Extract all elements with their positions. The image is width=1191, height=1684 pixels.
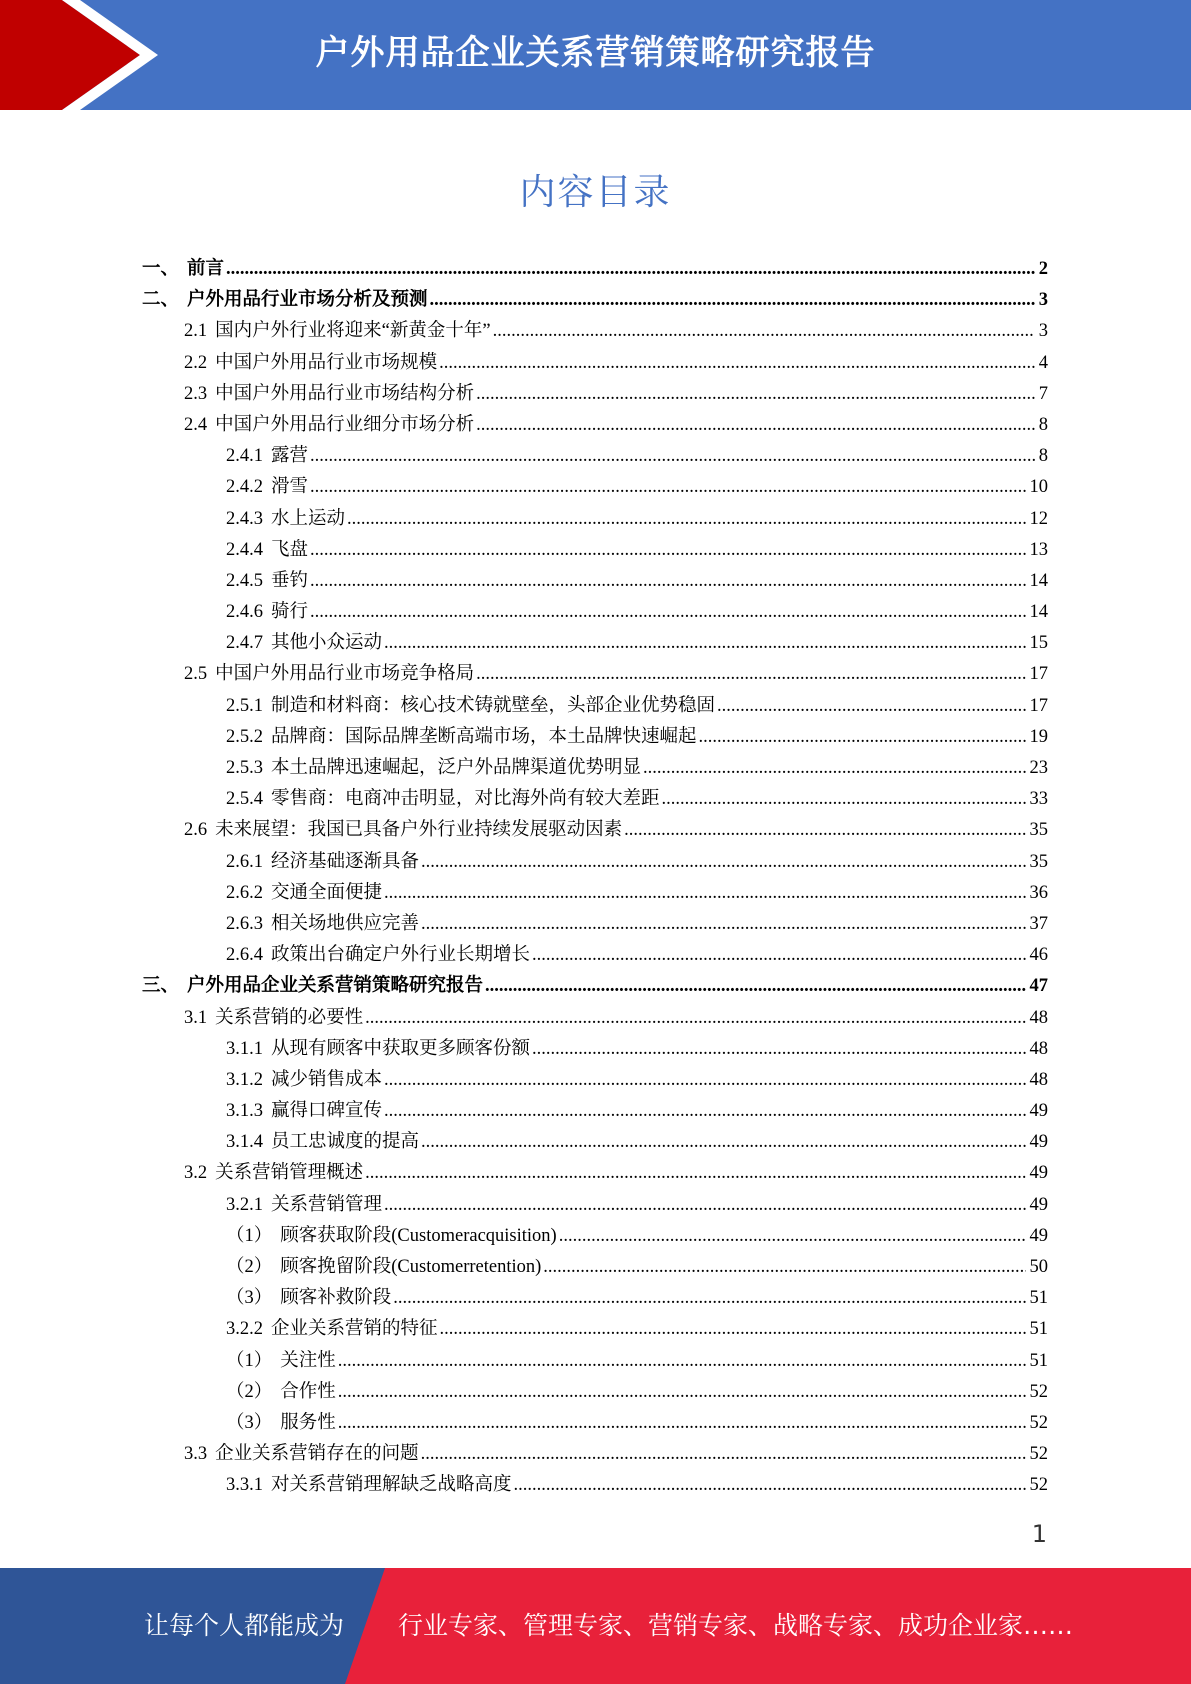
toc-entry-title: 水上运动 xyxy=(271,508,346,529)
toc-leader-dots xyxy=(310,571,1025,592)
toc-entry[interactable] xyxy=(142,285,1048,316)
toc-leader-dots xyxy=(476,384,1035,405)
toc-leader-dots xyxy=(310,477,1025,498)
toc-leader-dots xyxy=(717,696,1025,717)
toc-entry-page: 17 xyxy=(1029,695,1048,716)
toc-entry-number: 2.4 xyxy=(184,414,208,435)
toc-entry-number: 一、 xyxy=(142,259,180,279)
toc-leader-dots xyxy=(532,1039,1025,1060)
toc-entry[interactable] xyxy=(142,815,1048,846)
toc-entry-number: 2.5.2 xyxy=(226,726,263,747)
toc-entry-page: 49 xyxy=(1029,1225,1048,1246)
toc-leader-dots xyxy=(421,914,1025,935)
toc-entry-page: 49 xyxy=(1029,1194,1048,1215)
toc-entry[interactable] xyxy=(142,472,1048,503)
toc-entry-title: 顾客补救阶段 xyxy=(280,1288,392,1309)
toc-leader-dots xyxy=(384,883,1025,904)
toc-entry[interactable] xyxy=(142,348,1048,379)
toc-entry-number: 2.4.6 xyxy=(226,602,263,623)
toc-entry-title: 顾客挽留阶段(Customerretention) xyxy=(280,1257,542,1277)
toc-entry-title: 垂钓 xyxy=(271,570,309,591)
toc-entry-title: 相关场地供应完善 xyxy=(271,913,420,934)
toc-entry-title: 中国户外用品行业细分市场分析 xyxy=(215,414,475,435)
toc-entry-number: 3.2.1 xyxy=(226,1194,263,1215)
toc-entry[interactable] xyxy=(142,628,1048,659)
toc-leader-dots xyxy=(338,1351,1026,1372)
page-header xyxy=(0,0,1191,110)
toc-entry-page: 36 xyxy=(1029,882,1048,903)
toc-leader-dots xyxy=(310,540,1025,561)
toc-entry-title: 品牌商：国际品牌垄断高端市场，本土品牌快速崛起 xyxy=(271,726,697,747)
toc-entry-title: 政策出台确定户外行业长期增长 xyxy=(271,945,531,966)
toc-leader-dots xyxy=(476,415,1035,436)
toc-leader-dots xyxy=(365,1008,1025,1029)
toc-entry-number: 2.5.1 xyxy=(226,695,263,716)
toc-leader-dots xyxy=(384,1195,1025,1216)
toc-entry-title: 员工忠诚度的提高 xyxy=(271,1132,420,1153)
toc-entry[interactable] xyxy=(142,441,1048,472)
toc-entry-page: 51 xyxy=(1029,1319,1048,1340)
toc-leader-dots xyxy=(699,727,1026,748)
toc-entry[interactable] xyxy=(142,254,1048,285)
toc-entry-number: 2.6 xyxy=(184,820,208,841)
toc-entry-title: 户外用品行业市场分析及预测 xyxy=(187,290,428,311)
toc-entry[interactable] xyxy=(142,1065,1048,1096)
toc-entry-title: 关系营销管理概述 xyxy=(215,1163,364,1184)
toc-entry-title: 骑行 xyxy=(271,602,309,623)
toc-leader-dots xyxy=(532,945,1025,966)
toc-entry-number: 2.4.1 xyxy=(226,446,263,467)
page-footer xyxy=(0,1568,1191,1684)
toc-entry-title: 滑雪 xyxy=(271,477,309,498)
toc-entry[interactable] xyxy=(142,909,1048,940)
table-of-contents xyxy=(142,254,1048,1502)
toc-leader-dots xyxy=(440,1319,1026,1340)
toc-entry-page: 35 xyxy=(1029,820,1048,841)
toc-entry-number: 3.1.4 xyxy=(226,1132,263,1153)
toc-leader-dots xyxy=(421,1444,1026,1465)
toc-title: 内容目录 xyxy=(519,172,672,213)
toc-entry-page: 23 xyxy=(1029,758,1048,778)
toc-entry-page: 14 xyxy=(1029,602,1048,623)
toc-entry-page: 52 xyxy=(1029,1381,1048,1402)
toc-leader-dots xyxy=(662,789,1026,810)
toc-entry-title: 本土品牌迅速崛起，泛户外品牌渠道优势明显 xyxy=(271,758,642,778)
page-number: 1 xyxy=(1031,1520,1047,1548)
toc-entry[interactable] xyxy=(142,847,1048,878)
toc-entry-title: 露营 xyxy=(271,446,309,467)
toc-entry-page: 49 xyxy=(1029,1101,1048,1122)
toc-entry-page: 2 xyxy=(1038,259,1048,279)
toc-entry-page: 12 xyxy=(1029,508,1048,529)
toc-entry-number: （2） xyxy=(226,1257,273,1277)
toc-entry-page: 48 xyxy=(1029,1069,1048,1090)
toc-entry[interactable] xyxy=(142,535,1048,566)
footer-slogan: 让每个人都能成为 xyxy=(144,1611,345,1640)
toc-leader-dots xyxy=(338,1382,1026,1403)
toc-entry-title: 关注性 xyxy=(280,1350,336,1371)
toc-entry-number: 2.5.4 xyxy=(226,789,263,810)
toc-entry[interactable] xyxy=(142,1158,1048,1189)
toc-entry-number: 2.5.3 xyxy=(226,758,263,778)
toc-entry[interactable] xyxy=(142,379,1048,410)
toc-entry[interactable] xyxy=(142,1470,1048,1501)
toc-entry-title: 中国户外用品行业市场结构分析 xyxy=(215,383,475,404)
toc-entry-page: 10 xyxy=(1029,477,1048,498)
toc-entry[interactable] xyxy=(142,1377,1048,1408)
toc-entry[interactable] xyxy=(142,1346,1048,1377)
toc-leader-dots xyxy=(543,1257,1025,1278)
toc-leader-dots xyxy=(643,758,1025,779)
toc-leader-dots xyxy=(338,1413,1026,1434)
toc-entry[interactable] xyxy=(142,1408,1048,1439)
toc-entry-title: 中国户外用品行业市场竞争格局 xyxy=(215,664,475,685)
toc-leader-dots xyxy=(624,820,1025,841)
toc-entry[interactable] xyxy=(142,691,1048,722)
toc-entry[interactable] xyxy=(142,1003,1048,1034)
toc-entry-number: （2） xyxy=(226,1381,273,1402)
toc-entry-number: 2.6.1 xyxy=(226,851,263,872)
toc-entry-page: 8 xyxy=(1038,414,1048,435)
toc-entry[interactable] xyxy=(142,1439,1048,1470)
toc-entry-number: 2.4.3 xyxy=(226,508,263,529)
toc-entry-page: 8 xyxy=(1038,446,1048,467)
toc-entry-number: 3.3.1 xyxy=(226,1475,263,1496)
toc-entry-page: 49 xyxy=(1029,1163,1048,1184)
toc-entry-title: 关系营销管理 xyxy=(271,1194,383,1215)
toc-leader-dots xyxy=(421,852,1025,873)
toc-entry[interactable] xyxy=(142,316,1048,347)
toc-entry[interactable] xyxy=(142,1252,1048,1283)
toc-leader-dots xyxy=(485,976,1025,997)
toc-entry-page: 37 xyxy=(1029,913,1048,934)
toc-leader-dots xyxy=(310,602,1025,623)
toc-leader-dots xyxy=(347,509,1025,530)
toc-entry-number: 2.1 xyxy=(184,321,208,342)
toc-leader-dots xyxy=(365,1163,1025,1184)
toc-entry-page: 50 xyxy=(1029,1257,1048,1277)
toc-entry-number: 2.6.3 xyxy=(226,913,263,934)
toc-entry-number: 2.2 xyxy=(184,352,208,373)
toc-entry[interactable] xyxy=(142,410,1048,441)
toc-entry-title: 企业关系营销存在的问题 xyxy=(215,1444,419,1465)
toc-entry-title: 企业关系营销的特征 xyxy=(271,1319,438,1340)
toc-entry-page: 4 xyxy=(1038,352,1048,373)
toc-entry-page: 14 xyxy=(1029,570,1048,591)
toc-leader-dots xyxy=(421,1132,1025,1153)
toc-entry-page: 33 xyxy=(1029,789,1048,810)
toc-entry-number: 3.1.1 xyxy=(226,1038,263,1059)
toc-entry-page: 52 xyxy=(1029,1475,1048,1496)
toc-leader-dots xyxy=(514,1475,1026,1496)
toc-entry-number: 2.5 xyxy=(184,664,208,685)
toc-entry-page: 17 xyxy=(1029,664,1048,685)
toc-entry-title: 户外用品企业关系营销策略研究报告 xyxy=(187,976,484,997)
toc-entry[interactable] xyxy=(142,1221,1048,1252)
toc-entry-number: （3） xyxy=(226,1288,273,1309)
toc-entry[interactable] xyxy=(142,753,1048,784)
toc-entry-title: 服务性 xyxy=(280,1412,336,1433)
toc-entry-number: 3.3 xyxy=(184,1444,208,1465)
toc-entry-page: 51 xyxy=(1029,1288,1048,1309)
toc-entry-number: 2.4.2 xyxy=(226,477,263,498)
toc-leader-dots xyxy=(384,633,1025,654)
toc-entry-title: 前言 xyxy=(187,259,225,279)
toc-entry-page: 3 xyxy=(1038,321,1048,342)
toc-entry-page: 47 xyxy=(1029,976,1048,997)
toc-leader-dots xyxy=(384,1101,1025,1122)
toc-entry[interactable] xyxy=(142,566,1048,597)
toc-entry-title: 经济基础逐渐具备 xyxy=(271,851,420,872)
toc-entry-title: 未来展望：我国已具备户外行业持续发展驱动因素 xyxy=(215,820,623,841)
toc-entry[interactable] xyxy=(142,659,1048,690)
toc-entry-number: 3.1.3 xyxy=(226,1101,263,1122)
toc-entry-number: （1） xyxy=(226,1225,273,1246)
toc-entry-title: 其他小众运动 xyxy=(271,633,383,654)
toc-entry-title: 国内户外行业将迎来“新黄金十年” xyxy=(215,321,491,342)
toc-entry-title: 顾客获取阶段(Customeracquisition) xyxy=(280,1225,557,1246)
toc-entry[interactable] xyxy=(142,878,1048,909)
toc-entry[interactable] xyxy=(142,784,1048,815)
toc-entry[interactable] xyxy=(142,1034,1048,1065)
toc-leader-dots xyxy=(476,664,1025,685)
toc-entry-number: 2.6.4 xyxy=(226,945,263,966)
toc-entry-page: 48 xyxy=(1029,1038,1048,1059)
toc-leader-dots xyxy=(384,1070,1025,1091)
toc-entry[interactable] xyxy=(142,1096,1048,1127)
toc-entry-number: （3） xyxy=(226,1412,273,1433)
toc-entry-page: 7 xyxy=(1038,383,1048,404)
toc-entry-title: 合作性 xyxy=(280,1381,336,1402)
toc-leader-dots xyxy=(393,1288,1025,1309)
toc-entry-number: 3.1.2 xyxy=(226,1069,263,1090)
toc-entry-number: 3.1 xyxy=(184,1007,208,1028)
toc-entry[interactable] xyxy=(142,971,1048,1002)
toc-entry-number: （1） xyxy=(226,1350,273,1371)
toc-entry[interactable] xyxy=(142,1190,1048,1221)
toc-entry-title: 制造和材料商：核心技术铸就壁垒，头部企业优势稳固 xyxy=(271,695,716,716)
toc-entry-title: 从现有顾客中获取更多顾客份额 xyxy=(271,1038,531,1059)
toc-leader-dots xyxy=(439,353,1035,374)
toc-entry[interactable] xyxy=(142,722,1048,753)
toc-leader-dots xyxy=(430,290,1035,311)
toc-entry-page: 19 xyxy=(1029,726,1048,747)
toc-entry-number: 2.4.5 xyxy=(226,570,263,591)
toc-entry-page: 3 xyxy=(1038,290,1048,311)
toc-entry-title: 关系营销的必要性 xyxy=(215,1007,364,1028)
toc-entry-title: 对关系营销理解缺乏战略高度 xyxy=(271,1475,512,1496)
toc-entry-page: 52 xyxy=(1029,1444,1048,1465)
toc-entry-page: 51 xyxy=(1029,1350,1048,1371)
toc-entry-number: 3.2.2 xyxy=(226,1319,263,1340)
toc-entry-number: 二、 xyxy=(142,290,180,311)
toc-leader-dots xyxy=(493,321,1035,342)
toc-entry-number: 3.2 xyxy=(184,1163,208,1184)
toc-entry-title: 交通全面便捷 xyxy=(271,882,383,903)
toc-entry[interactable] xyxy=(142,940,1048,971)
toc-entry-number: 2.3 xyxy=(184,383,208,404)
header-title: 户外用品企业关系营销策略研究报告 xyxy=(315,33,876,73)
toc-entry-number: 2.6.2 xyxy=(226,882,263,903)
toc-leader-dots xyxy=(226,259,1035,280)
toc-entry[interactable] xyxy=(142,504,1048,535)
toc-entry[interactable] xyxy=(142,1314,1048,1345)
toc-entry[interactable] xyxy=(142,1283,1048,1314)
toc-entry-number: 三、 xyxy=(142,976,180,997)
toc-entry-page: 49 xyxy=(1029,1132,1048,1153)
toc-entry-page: 35 xyxy=(1029,851,1048,872)
toc-leader-dots xyxy=(310,446,1035,467)
toc-entry-page: 15 xyxy=(1029,633,1048,654)
toc-entry[interactable] xyxy=(142,1127,1048,1158)
toc-entry-title: 赢得口碑宣传 xyxy=(271,1101,383,1122)
toc-entry-number: 2.4.4 xyxy=(226,539,263,560)
toc-entry-title: 零售商：电商冲击明显，对比海外尚有较大差距 xyxy=(271,789,660,810)
toc-entry-title: 中国户外用品行业市场规模 xyxy=(215,352,438,373)
toc-entry[interactable] xyxy=(142,597,1048,628)
toc-leader-dots xyxy=(559,1226,1026,1247)
footer-roles: 行业专家、管理专家、营销专家、战略专家、成功企业家…… xyxy=(398,1611,1074,1640)
toc-entry-page: 46 xyxy=(1029,945,1048,966)
toc-entry-page: 48 xyxy=(1029,1007,1048,1028)
toc-entry-page: 13 xyxy=(1029,539,1048,560)
toc-entry-page: 52 xyxy=(1029,1412,1048,1433)
toc-entry-title: 飞盘 xyxy=(271,539,309,560)
toc-entry-number: 2.4.7 xyxy=(226,633,263,654)
toc-entry-title: 减少销售成本 xyxy=(271,1069,383,1090)
